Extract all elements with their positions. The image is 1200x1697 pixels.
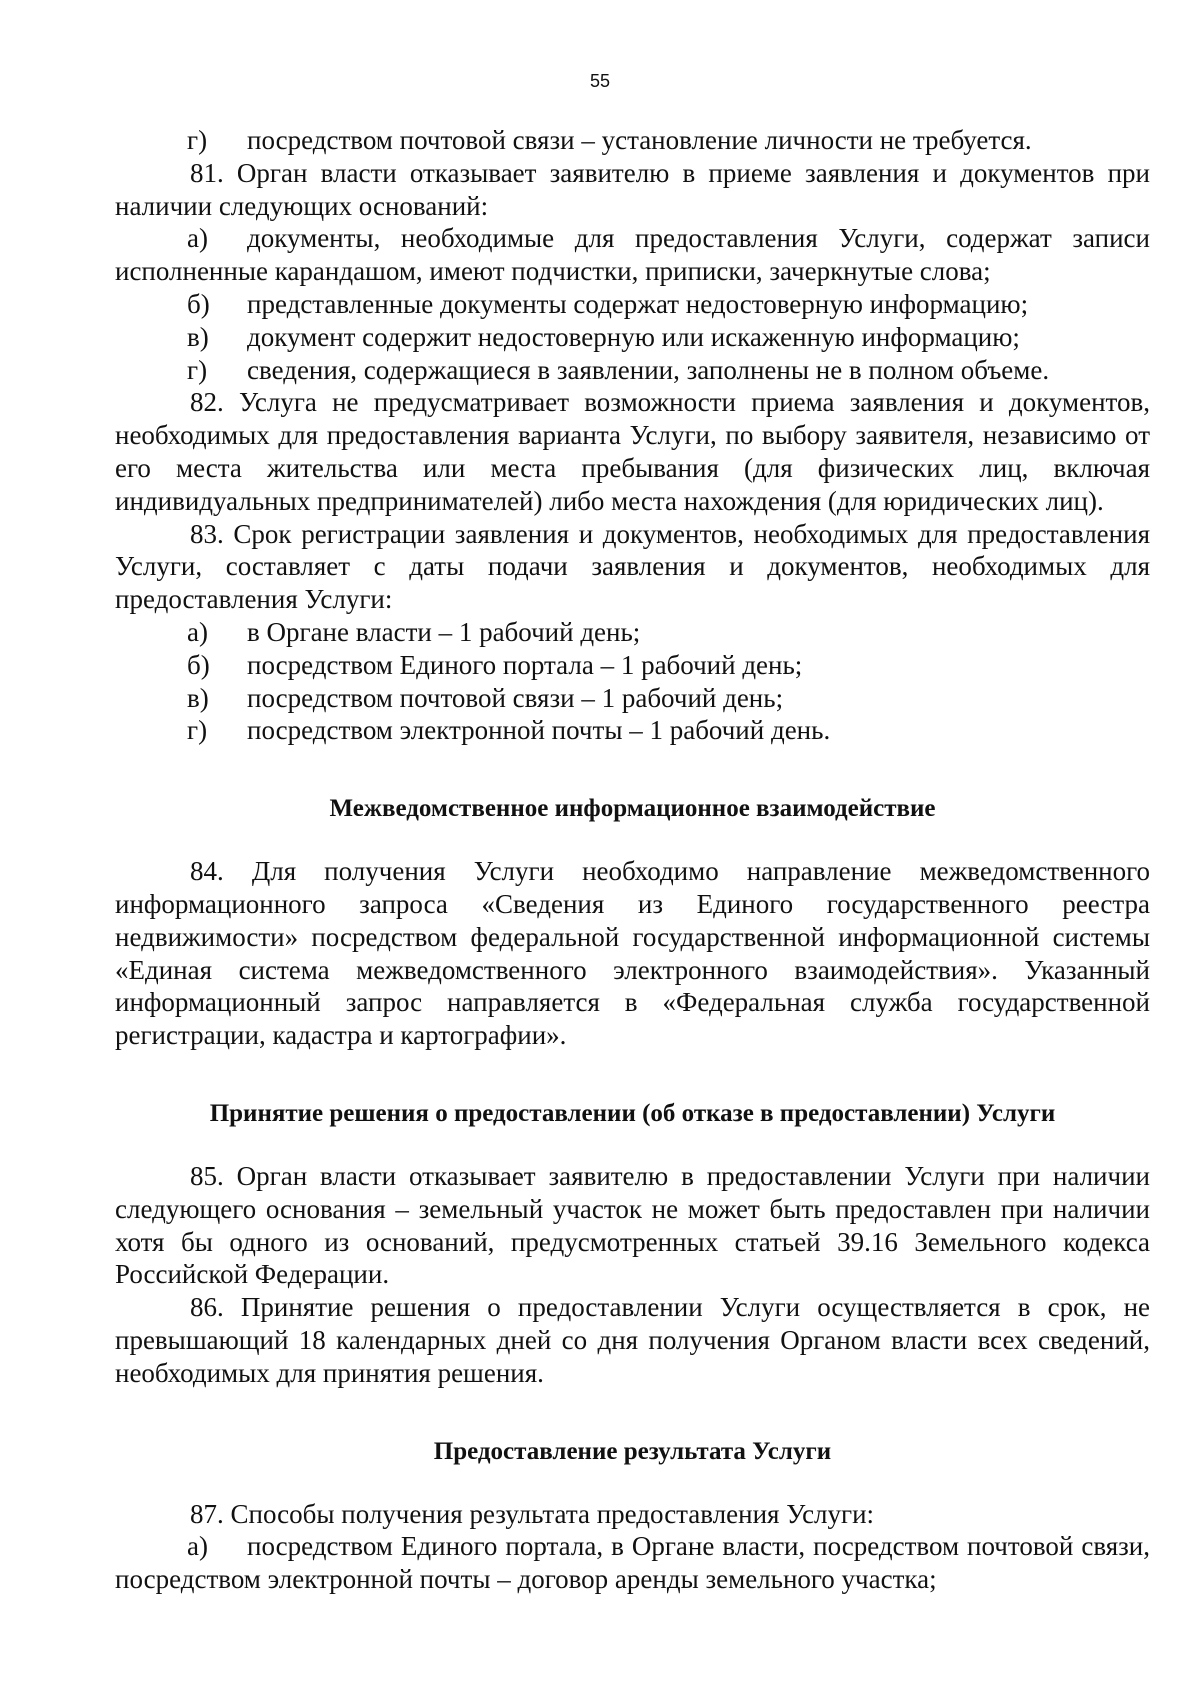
- item-text: сведения, содержащиеся в заявлении, заполнены не в полном объеме.: [247, 354, 1050, 385]
- item-text: посредством почтовой связи – 1 рабочий день;: [247, 682, 784, 713]
- item-label: а): [187, 616, 208, 647]
- list-item: [115, 616, 1150, 649]
- item-label: г): [187, 715, 208, 746]
- list-item: [115, 649, 1150, 682]
- item-label: г): [187, 354, 208, 385]
- paragraph-86: 86. Принятие решения о предоставлении Услуги осуществляется в срок, не превышающий 18 календарных дней со дня получения Органом власти всех сведений, необходимых для принятия решения.: [115, 1292, 1150, 1388]
- item-text: документы, необходимые для предоставления Услуги, содержат записи исполненные карандашом, имеют подчистки, приписки, зачеркнутые слова;: [115, 223, 1150, 287]
- list-item: [115, 124, 1150, 157]
- document-body: [115, 124, 1150, 1596]
- paragraph-82: 82. Услуга не предусматривает возможности приема заявления и документов, необходимых для предоставления варианта Услуги, по выбору заявителя, независимо от его места жительства или места пребывания (для физических лиц, включая индивидуальных предпринимателей) либо места нахождения (для юридических лиц).: [115, 387, 1150, 516]
- item-label: в): [187, 321, 209, 352]
- list-item: [115, 321, 1150, 354]
- section-heading-interagency: Межведомственное информационное взаимодействие: [329, 795, 936, 823]
- item-text: посредством Единого портала, в Органе власти, посредством почтовой связи, посредством электронной почты – договор аренды земельного участка;: [115, 1531, 1150, 1595]
- item-text: посредством Единого портала – 1 рабочий день;: [247, 649, 803, 680]
- item-text: в Органе власти – 1 рабочий день;: [247, 616, 641, 647]
- section-heading-result: Предоставление результата Услуги: [433, 1437, 832, 1465]
- list-item: [115, 288, 1150, 321]
- list-item: [115, 222, 1150, 288]
- item-label: в): [187, 682, 209, 713]
- item-label: а): [187, 223, 208, 254]
- list-item: [115, 1530, 1150, 1596]
- paragraph-85: 85. Орган власти отказывает заявителю в предоставлении Услуги при наличии следующего основания – земельный участок не может быть предоставлен при наличии хотя бы одного из оснований, предусмотренных статьей 39.16 Земельного кодекса Российской Федерации.: [115, 1160, 1150, 1290]
- item-label: г): [187, 125, 208, 155]
- item-text: документ содержит недостоверную или искаженную информацию;: [247, 321, 1020, 352]
- paragraph-87: 87. Способы получения результата предоставления Услуги:: [190, 1498, 875, 1529]
- item-label: б): [187, 288, 210, 319]
- paragraph-84: 84. Для получения Услуги необходимо направление межведомственного информационного запроса «Сведения из Единого государственного реестра недвижимости» посредством федеральной государственной информационной системы «Единая система межведомственного электронного взаимодействия». Указанный информационный запрос направляется в «Федеральная служба государственной регистрации, кадастра и картографии».: [115, 856, 1150, 1051]
- item-text: посредством почтовой связи – установление личности не требуется.: [247, 125, 1032, 155]
- list-item: [115, 354, 1150, 387]
- list-item: [115, 682, 1150, 715]
- item-text: представленные документы содержат недостоверную информацию;: [247, 288, 1029, 319]
- item-label: б): [187, 649, 210, 680]
- paragraph-83: 83. Срок регистрации заявления и документов, необходимых для предоставления Услуги, составляет с даты подачи заявления и документов, необходимых для предоставления Услуги:: [115, 518, 1150, 615]
- item-label: а): [187, 1531, 208, 1562]
- paragraph-81: 81. Орган власти отказывает заявителю в приеме заявления и документов при наличии следующих оснований:: [115, 157, 1150, 221]
- item-text: посредством электронной почты – 1 рабочий день.: [247, 715, 831, 746]
- list-item: [115, 714, 1150, 747]
- section-heading-decision: Принятие решения о предоставлении (об отказе в предоставлении) Услуги: [209, 1099, 1056, 1127]
- page-number: 55: [589, 71, 611, 91]
